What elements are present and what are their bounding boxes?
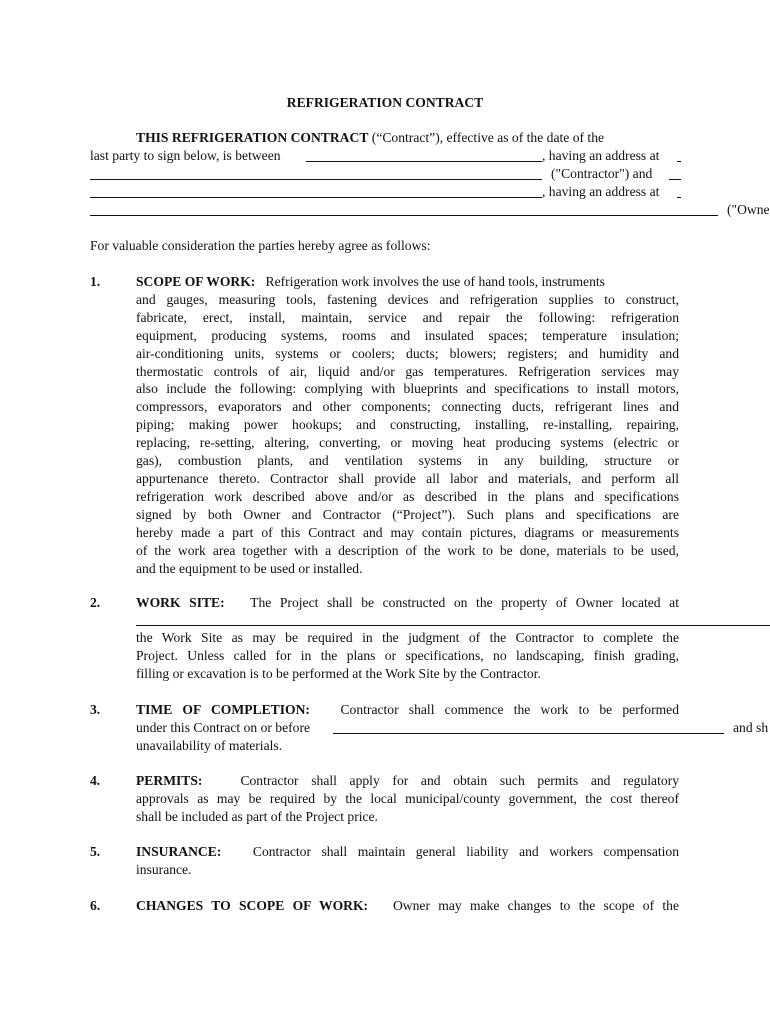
section-1-line-8: piping; making power hookups; and constructing, installing, re-installing, repairing,: [136, 417, 679, 433]
section-6-line-0: CHANGES TO SCOPE OF WORK: Owner may make changes to the scope of the: [136, 898, 679, 913]
section-1-line-4: air-conditioning units, systems or coolers; ducts; blowers; registers; and humidity and: [136, 345, 679, 361]
section-6-body: [136, 897, 679, 915]
section-6-heading: CHANGES TO SCOPE OF WORK:: [136, 898, 369, 913]
section-4-line-0: PERMITS: Contractor shall apply for and obtain such permits and regulatory: [136, 773, 679, 788]
section-1-line-10: gas), combustion plants, and ventilation systems in any building, structure or: [136, 453, 679, 469]
owner-address-blank-end[interactable]: [677, 197, 681, 198]
section-5-number: 5.: [90, 844, 101, 859]
completion-date-blank[interactable]: [333, 733, 724, 734]
intro-line-1: [136, 129, 604, 147]
section-1-heading: SCOPE OF WORK:: [136, 274, 256, 289]
section-1-line-5: thermostatic controls of air, liquid and/or gas temperatures. Refrigeration services may: [136, 363, 679, 379]
section-2-line-2: Project. Unless called for in the plans or specifications, no landscaping, finish grading,: [136, 647, 679, 663]
section-1-line-3: equipment, producing systems, rooms and insulated spaces; temperature insulation;: [136, 327, 679, 343]
section-3-line-1-start: under this Contract on or before: [136, 720, 311, 735]
owner-name-blank[interactable]: [90, 197, 542, 198]
having-address-1: , having an address at: [542, 148, 660, 163]
section-1-line-1: and gauges, measuring tools, fastening devices and refrigeration supplies to construct,: [136, 291, 679, 307]
section-5-line-1: insurance.: [136, 861, 192, 877]
document-title: REFRIGERATION CONTRACT: [286, 95, 484, 110]
intro-line-2-start: last party to sign below, is between: [90, 148, 281, 163]
section-3-heading: TIME OF COMPLETION:: [136, 702, 310, 717]
section-3-line-0: TIME OF COMPLETION: Contractor shall commence the work to be performed: [136, 702, 680, 717]
section-4-line-1: approvals as may be required by the local municipal/county government, the cost thereof: [136, 790, 679, 806]
section-2-line-0: WORK SITE: The Project shall be constructed on the property of Owner located at: [136, 595, 679, 610]
intro-line-1-rest: (“Contract”), effective as of the date of the: [368, 130, 605, 145]
section-2-line-1: the Work Site as may be required in the judgment of the Contractor to complete the: [136, 630, 679, 645]
section-3-line-2: unavailability of materials.: [136, 738, 283, 753]
section-5-line-0: INSURANCE: Contractor shall maintain general liability and workers compensation: [136, 844, 679, 859]
section-1-line-0: SCOPE OF WORK: Refrigeration work involves the use of hand tools, instruments: [136, 274, 605, 289]
section-1-line-15: of the work area together with a description of the work to be done, materials to be used,: [136, 542, 679, 558]
contractor-address-blank-end[interactable]: [677, 161, 681, 162]
section-1-body: [136, 273, 679, 577]
contract-name: THIS REFRIGERATION CONTRACT: [136, 130, 369, 145]
work-site-address-blank[interactable]: [136, 625, 770, 626]
section-3-body: [136, 701, 679, 719]
section-4-body: [136, 772, 679, 826]
section-1-line-6: also include the following: complying with blueprints and specifications to install motors,: [136, 381, 679, 397]
section-3-line-1-end: and sh: [733, 720, 769, 735]
section-1-line-14: hereby made a part of this Contract and may contain pictures, diagrams or measurements: [136, 524, 679, 540]
section-2-heading: WORK SITE:: [136, 595, 225, 610]
consideration-text: For valuable consideration the parties hereby agree as follows:: [90, 238, 431, 253]
section-1-line-13: signed by both Owner and Contractor (“Project”). Such plans and specifications are: [136, 506, 679, 522]
section-5-heading: INSURANCE:: [136, 844, 222, 859]
section-1-line-12: refrigeration work described above and/or as described in the plans and specifications: [136, 488, 679, 504]
owner-name-blank-start[interactable]: [669, 179, 681, 180]
section-2-body: [136, 594, 679, 612]
contractor-name-blank[interactable]: [306, 161, 542, 162]
owner-address-blank[interactable]: [90, 215, 718, 216]
section-2-continued: [136, 629, 679, 683]
section-1-line-7: compressors, evaporators and other components; connecting ducts, refrigerant lines and: [136, 399, 679, 415]
contractor-and: ("Contractor") and: [551, 166, 653, 181]
section-2-number: 2.: [90, 595, 101, 610]
having-address-2: , having an address at: [542, 184, 660, 199]
section-6-number: 6.: [90, 898, 101, 913]
contractor-address-blank[interactable]: [90, 179, 542, 180]
owner-label: ("Owne: [727, 202, 770, 217]
section-1-line-9: replacing, re-setting, altering, converting, or moving heat producing systems (electric or: [136, 435, 679, 451]
section-5-body: [136, 843, 679, 879]
section-4-line-2: shall be included as part of the Project price.: [136, 808, 378, 824]
section-4-number: 4.: [90, 773, 101, 788]
section-4-heading: PERMITS:: [136, 773, 203, 788]
section-1-number: 1.: [90, 274, 101, 289]
section-1-line-16: and the equipment to be used or installed.: [136, 560, 363, 576]
section-3-number: 3.: [90, 702, 101, 717]
section-1-line-2: fabricate, erect, install, maintain, service and repair the following: refrigeration: [136, 309, 679, 325]
section-1-line-11: appurtenance thereto. Contractor shall provide all labor and materials, and perform all: [136, 470, 679, 486]
section-2-line-3: filling or excavation is to be performed at the Work Site by the Contractor.: [136, 665, 541, 681]
